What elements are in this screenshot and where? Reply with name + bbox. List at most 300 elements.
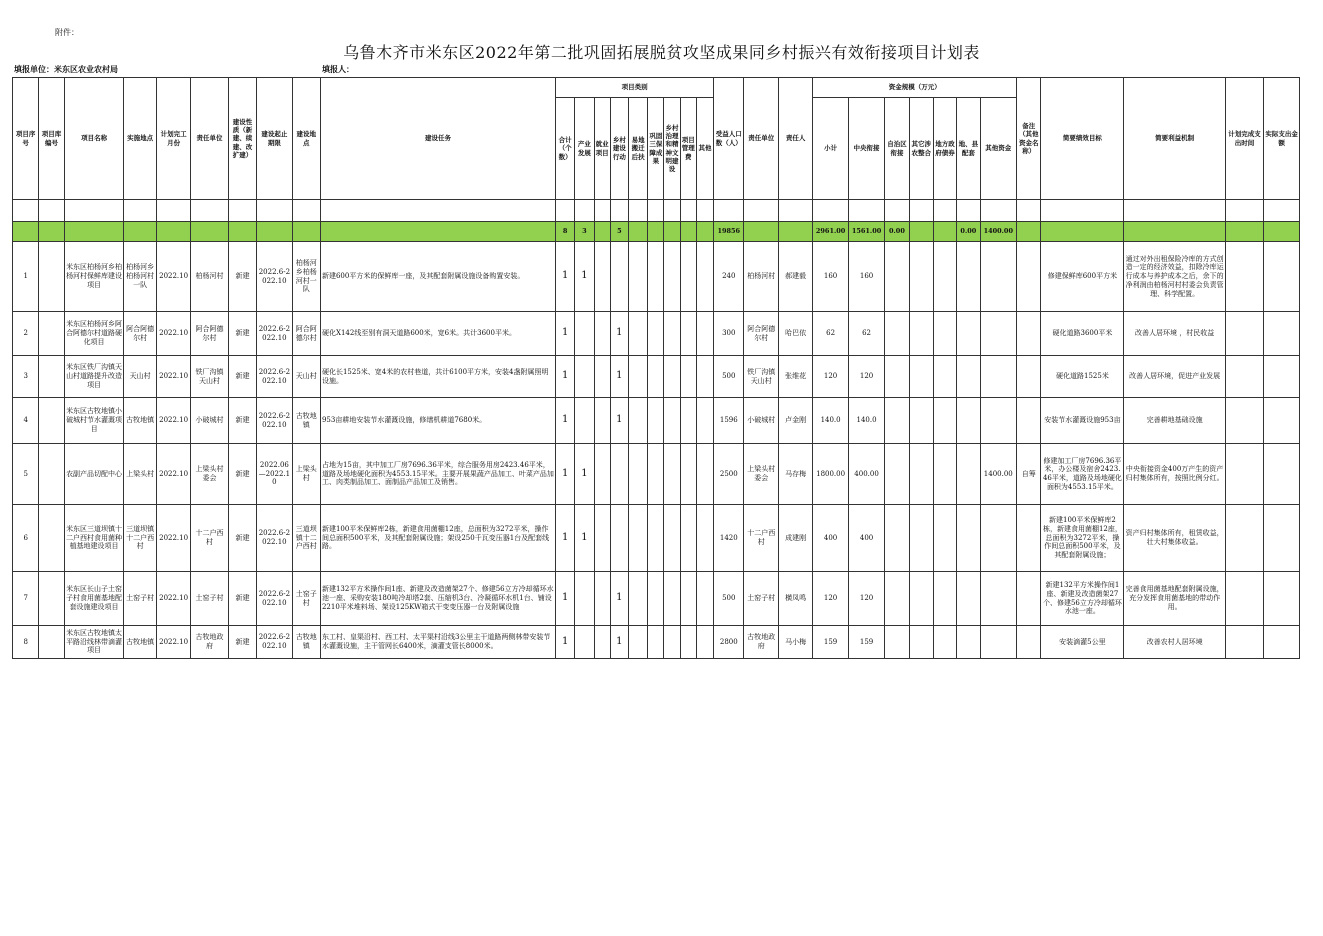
cell-management [680,312,696,356]
cell-actual [1264,505,1300,572]
total-local: 0.00 [957,222,980,242]
cell-count: 1 [556,242,575,312]
cell-employment [594,242,610,312]
cell-seq: 6 [13,505,39,572]
cell-seq: 7 [13,572,39,626]
cell-management [680,444,696,505]
cell-autonomous [885,312,909,356]
col-task: 建设任务 [320,78,555,200]
cell-period: 2022.06—2022.10 [257,444,292,505]
cell-benefit: 完善食用菌基地配套附属设施，充分发挥食用菌基地的带动作用。 [1124,572,1225,626]
col-fund-autonomous: 自治区衔接 [885,98,909,200]
cell-subtotal: 120 [813,356,848,398]
attachment-label: 附件： [55,28,79,37]
cell-guarantee [648,398,664,444]
col-fund-bond: 地方政府债券 [933,98,956,200]
cell-seq: 3 [13,356,39,398]
cell-beneficiaries: 2800 [714,626,744,659]
cell-period: 2022.6-2022.10 [257,356,292,398]
cell-subtotal: 140.0 [813,398,848,444]
col-cat-employment: 就业项目 [594,98,610,200]
cell-location: 古牧地镇 [124,626,156,659]
cell-employment [594,572,610,626]
cell-governance [664,444,680,505]
cell-employment [594,505,610,572]
cell-code [39,444,64,505]
col-group-category: 项目类别 [556,78,714,98]
cell-industry [575,356,594,398]
cell-plan-time [1225,242,1264,312]
cell-finish: 2022.10 [156,398,190,444]
cell-remark [1017,505,1041,572]
cell-nature: 新建 [228,242,256,312]
cell-governance [664,312,680,356]
cell-guarantee [648,505,664,572]
cell-bond [933,505,956,572]
cell-bond [933,242,956,312]
cell-performance: 修建保鲜库600平方米 [1041,242,1124,312]
cell-code [39,572,64,626]
cell-count: 1 [556,398,575,444]
table-row [13,444,1300,505]
cell-location: 上梁头村 [124,444,156,505]
cell-village: 1 [610,398,628,444]
cell-count: 1 [556,572,575,626]
cell-guarantee [648,444,664,505]
cell-task: 硬化X142线至别有洞天道路600米，宽6米。共计3600平米。 [320,312,555,356]
cell-guarantee [648,572,664,626]
cell-integration [909,398,933,444]
cell-finish: 2022.10 [156,312,190,356]
cell-performance: 安装节水灌溉设施953亩 [1041,398,1124,444]
cell-other-fund [980,626,1017,659]
cell-resp-unit-2: 小破城村 [744,398,778,444]
cell-task: 新建132平方米操作间1座、新建及改造菌架27个、修建56立方冷却循环水池一座、采购安装180吨冷却塔2套、压缩机3台、冷凝循环水机1台、铺设2210平米堆料场、架设125KW箱式干变变压器一台及附属设施 [320,572,555,626]
cell-nature: 新建 [228,398,256,444]
cell-village: 1 [610,572,628,626]
table-row [13,398,1300,444]
col-group-fund: 资金规模（万元） [813,78,1017,98]
cell-name: 米东区柏杨河乡柏杨河村保鲜库建设项目 [64,242,124,312]
cell-village: 1 [610,356,628,398]
col-remark: 备注（其他资金名称） [1017,78,1041,200]
cell-industry: 1 [575,444,594,505]
cell-period: 2022.6-2022.10 [257,626,292,659]
cell-responsible: 卢金刚 [778,398,812,444]
cell-guarantee [648,626,664,659]
cell-actual [1264,242,1300,312]
cell-period: 2022.6-2022.10 [257,312,292,356]
cell-name: 米东区铁厂沟镇天山村道路提升改造项目 [64,356,124,398]
cell-resp-unit: 古牧地政府 [191,626,228,659]
cell-location: 天山村 [124,356,156,398]
cell-integration [909,242,933,312]
col-finish: 计划完工月份 [156,78,190,200]
cell-industry [575,398,594,444]
cell-other-fund [980,572,1017,626]
table-row [13,572,1300,626]
cell-employment [594,398,610,444]
cell-employment [594,356,610,398]
cell-code [39,312,64,356]
cell-task: 新建100平米保鲜库2栋，新建食用菌棚12座，总面积为3272平米，操作间总面积500平米，及其配套附属设施；架设250千瓦变压器1台及配套线路。 [320,505,555,572]
cell-remark [1017,312,1041,356]
cell-other-fund: 1400.00 [980,444,1017,505]
cell-plan-time [1225,398,1264,444]
cell-employment [594,312,610,356]
cell-finish: 2022.10 [156,505,190,572]
cell-autonomous [885,356,909,398]
cell-actual [1264,398,1300,444]
cell-finish: 2022.10 [156,626,190,659]
cell-resp-unit: 铁厂沟镇天山村 [191,356,228,398]
col-seq: 项目序号 [13,78,39,200]
col-plan-time: 计划完成支出时间 [1225,78,1264,200]
col-build-loc: 建设地点 [292,78,320,200]
cell-management [680,356,696,398]
cell-performance: 新建100平米保鲜库2栋，新建食用菌棚12座，总面积为3272平米，操作间总面积500平米，及其配套附属设施； [1041,505,1124,572]
cell-central: 62 [848,312,884,356]
cell-seq: 8 [13,626,39,659]
cell-other-cat [696,626,713,659]
cell-relocation [628,398,647,444]
col-cat-village: 乡村建设行动 [610,98,628,200]
project-plan-table [12,77,1300,659]
cell-nature: 新建 [228,356,256,398]
cell-central: 120 [848,356,884,398]
cell-period: 2022.6-2022.10 [257,398,292,444]
col-cat-relocation: 易地搬迁后扶 [628,98,647,200]
page-title: 乌鲁木齐市米东区2022年第二批巩固拓展脱贫攻坚成果同乡村振兴有效衔接项目计划表 [343,43,980,62]
total-beneficiaries: 19856 [714,222,744,242]
cell-management [680,242,696,312]
cell-code [39,505,64,572]
cell-count: 1 [556,626,575,659]
cell-build-loc: 阿合阿德尔村 [292,312,320,356]
total-village: 5 [610,222,628,242]
cell-resp-unit-2: 古牧地政府 [744,626,778,659]
cell-plan-time [1225,444,1264,505]
cell-beneficiaries: 500 [714,572,744,626]
cell-beneficiaries: 300 [714,312,744,356]
total-central: 1561.00 [848,222,884,242]
col-cat-governance: 乡村治理和精神文明建设 [664,98,680,200]
cell-beneficiaries: 1596 [714,398,744,444]
cell-relocation [628,505,647,572]
cell-period: 2022.6-2022.10 [257,242,292,312]
cell-benefit: 通过对外出租保险冷库的方式创造一定的经济效益，扣除冷库运行成本与养护成本之后，余下的净利润由柏杨河村村委会负责管理、科学配置。 [1124,242,1225,312]
col-responsible: 责任人 [778,78,812,200]
col-nature: 建设性质（新建、续建、改扩建） [228,78,256,200]
cell-village [610,242,628,312]
cell-governance [664,505,680,572]
cell-nature: 新建 [228,505,256,572]
col-performance: 简要绩效目标 [1041,78,1124,200]
cell-build-loc: 三道坝镇十二户西村 [292,505,320,572]
cell-bond [933,572,956,626]
cell-relocation [628,626,647,659]
cell-central: 400 [848,505,884,572]
cell-relocation [628,356,647,398]
cell-local [957,444,980,505]
cell-governance [664,572,680,626]
cell-beneficiaries: 1420 [714,505,744,572]
cell-beneficiaries: 2500 [714,444,744,505]
cell-resp-unit: 阿合阿德尔村 [191,312,228,356]
cell-actual [1264,312,1300,356]
cell-task: 953亩耕地安装节水灌溉设施，修缮机耕道7680米。 [320,398,555,444]
cell-central: 159 [848,626,884,659]
cell-actual [1264,572,1300,626]
cell-industry: 1 [575,505,594,572]
cell-local [957,312,980,356]
cell-management [680,398,696,444]
cell-central: 140.0 [848,398,884,444]
cell-other-cat [696,312,713,356]
cell-nature: 新建 [228,444,256,505]
cell-bond [933,398,956,444]
cell-build-loc: 柏杨河乡柏杨河村一队 [292,242,320,312]
cell-task: 东工村、皇渠沿村、西工村、太平渠村沿线3公里主干道路两侧林带安装节水灌溉设施，主干管网长6400米，滴灌支管长8000米。 [320,626,555,659]
cell-other-fund [980,505,1017,572]
cell-performance: 修建加工厂房7696.36平米，办公楼及宿舍2423.46平米，道路及场地硬化面积为4553.15平米。 [1041,444,1124,505]
cell-task: 占地为15亩，其中加工厂房7696.36平米，综合服务用房2423.46平米，道路及场地硬化面积为4553.15平米。主要开展果蔬产品加工、叶菜产品加工、肉类制品加工、面制品产品加工及销售。 [320,444,555,505]
cell-employment [594,626,610,659]
cell-industry [575,572,594,626]
cell-finish: 2022.10 [156,572,190,626]
cell-seq: 5 [13,444,39,505]
cell-remark [1017,242,1041,312]
cell-resp-unit-2: 铁厂沟镇天山村 [744,356,778,398]
cell-employment [594,444,610,505]
col-actual: 实际支出金额 [1264,78,1300,200]
cell-beneficiaries: 240 [714,242,744,312]
cell-subtotal: 160 [813,242,848,312]
cell-other-fund [980,242,1017,312]
cell-subtotal: 62 [813,312,848,356]
col-cat-total: 合计（个数） [556,98,575,200]
col-cat-other: 其他 [696,98,713,200]
cell-nature: 新建 [228,626,256,659]
cell-local [957,242,980,312]
cell-central: 120 [848,572,884,626]
cell-resp-unit-2: 十二户西村 [744,505,778,572]
cell-finish: 2022.10 [156,356,190,398]
cell-location: 土窑子村 [124,572,156,626]
cell-autonomous [885,242,909,312]
cell-benefit: 中央衔接资金400万产生的资产归村集体所有，按照比例分红。 [1124,444,1225,505]
cell-seq: 2 [13,312,39,356]
cell-code [39,626,64,659]
cell-build-loc: 古牧地镇 [292,398,320,444]
cell-plan-time [1225,572,1264,626]
cell-seq: 1 [13,242,39,312]
cell-remark [1017,626,1041,659]
cell-responsible: 郝建毅 [778,242,812,312]
cell-subtotal: 120 [813,572,848,626]
cell-industry [575,312,594,356]
blank-row [13,200,1300,222]
cell-integration [909,626,933,659]
cell-governance [664,398,680,444]
cell-responsible: 马小梅 [778,626,812,659]
cell-count: 1 [556,444,575,505]
cell-performance: 硬化道路1525米 [1041,356,1124,398]
cell-governance [664,356,680,398]
cell-name: 米东区古牧地镇小破城村节水灌溉项目 [64,398,124,444]
cell-benefit: 资产归村集体所有，租赁收益，壮大村集体收益。 [1124,505,1225,572]
cell-remark [1017,398,1041,444]
cell-plan-time [1225,356,1264,398]
cell-benefit: 完善耕地基础设施 [1124,398,1225,444]
cell-other-cat [696,572,713,626]
cell-actual [1264,444,1300,505]
cell-local [957,572,980,626]
cell-integration [909,505,933,572]
cell-resp-unit: 上梁头村委会 [191,444,228,505]
total-other: 1400.00 [980,222,1017,242]
cell-bond [933,444,956,505]
cell-subtotal: 400 [813,505,848,572]
cell-local [957,505,980,572]
cell-location: 古牧地镇 [124,398,156,444]
col-fund-local: 地、县配套 [957,98,980,200]
cell-location: 三道坝镇十二户西村 [124,505,156,572]
col-benefit: 简要利益机制 [1124,78,1225,200]
col-cat-guarantee: 巩固三保障成果 [648,98,664,200]
cell-village [610,505,628,572]
table-row [13,505,1300,572]
cell-period: 2022.6-2022.10 [257,505,292,572]
reporting-unit: 填报单位：米东区农业农村局 [14,64,118,74]
total-subtotal: 2961.00 [813,222,848,242]
cell-other-fund [980,398,1017,444]
cell-autonomous [885,398,909,444]
cell-actual [1264,356,1300,398]
cell-task: 硬化长1525米、宽4米的农村巷道，共计6100平方米，安装4盏附属照明设施。 [320,356,555,398]
cell-responsible: 哈巴依 [778,312,812,356]
cell-other-cat [696,242,713,312]
cell-management [680,626,696,659]
cell-build-loc: 古牧地镇 [292,626,320,659]
cell-remark: 自筹 [1017,444,1041,505]
col-resp-unit: 责任单位 [191,78,228,200]
cell-governance [664,242,680,312]
cell-actual [1264,626,1300,659]
cell-other-cat [696,444,713,505]
cell-subtotal: 1800.00 [813,444,848,505]
cell-resp-unit: 柏杨河村 [191,242,228,312]
cell-name: 米东区长山子土窑子村食用菌基地配套设施建设项目 [64,572,124,626]
totals-row [13,222,1300,242]
cell-bond [933,356,956,398]
col-beneficiaries: 受益人口数（人） [714,78,744,200]
cell-autonomous [885,444,909,505]
table-row [13,242,1300,312]
cell-beneficiaries: 500 [714,356,744,398]
cell-autonomous [885,626,909,659]
project-rows [13,242,1300,659]
cell-location: 阿合阿德尔村 [124,312,156,356]
total-autonomous: 0.00 [885,222,909,242]
cell-plan-time [1225,312,1264,356]
cell-relocation [628,572,647,626]
cell-bond [933,312,956,356]
cell-guarantee [648,356,664,398]
cell-management [680,505,696,572]
cell-count: 1 [556,356,575,398]
cell-responsible: 横凤鸣 [778,572,812,626]
cell-other-cat [696,398,713,444]
cell-task: 新建600平方米的保鲜库一座，及其配套附属设施设备购置安装。 [320,242,555,312]
col-cat-industry: 产业发展 [575,98,594,200]
cell-village: 1 [610,312,628,356]
cell-central: 400.00 [848,444,884,505]
cell-finish: 2022.10 [156,444,190,505]
cell-nature: 新建 [228,572,256,626]
cell-name: 农副产品切配中心 [64,444,124,505]
cell-name: 米东区古牧地镇太平路沿线林带滴灌项目 [64,626,124,659]
cell-village: 1 [610,626,628,659]
cell-industry [575,626,594,659]
cell-plan-time [1225,505,1264,572]
col-fund-other: 其他资金 [980,98,1017,200]
cell-performance: 硬化道路3600平米 [1041,312,1124,356]
cell-name: 米东区柏杨河乡阿合阿德尔村道路硬化项目 [64,312,124,356]
cell-build-loc: 土窑子村 [292,572,320,626]
cell-guarantee [648,242,664,312]
table-row [13,356,1300,398]
cell-central: 160 [848,242,884,312]
cell-relocation [628,242,647,312]
cell-relocation [628,312,647,356]
header-row-1 [13,78,1300,98]
cell-code [39,356,64,398]
cell-finish: 2022.10 [156,242,190,312]
cell-integration [909,356,933,398]
cell-integration [909,312,933,356]
cell-period: 2022.6-2022.10 [257,572,292,626]
cell-integration [909,572,933,626]
cell-remark [1017,356,1041,398]
cell-resp-unit: 小破城村 [191,398,228,444]
cell-other-fund [980,312,1017,356]
cell-resp-unit: 土窑子村 [191,572,228,626]
cell-responsible: 成建刚 [778,505,812,572]
cell-resp-unit-2: 柏杨河村 [744,242,778,312]
col-name: 项目名称 [64,78,124,200]
cell-seq: 4 [13,398,39,444]
cell-responsible: 马存梅 [778,444,812,505]
cell-village [610,444,628,505]
cell-industry: 1 [575,242,594,312]
cell-resp-unit-2: 土窑子村 [744,572,778,626]
table-row [13,626,1300,659]
cell-benefit: 改善人居环境，促进产业发展 [1124,356,1225,398]
cell-management [680,572,696,626]
cell-count: 1 [556,312,575,356]
col-location: 实施地点 [124,78,156,200]
total-industry: 3 [575,222,594,242]
cell-resp-unit-2: 上梁头村委会 [744,444,778,505]
cell-count: 1 [556,505,575,572]
cell-location: 柏杨河乡柏杨河村一队 [124,242,156,312]
col-resp-unit-2: 责任单位 [744,78,778,200]
col-fund-central: 中央衔接 [848,98,884,200]
cell-bond [933,626,956,659]
cell-local [957,626,980,659]
cell-relocation [628,444,647,505]
